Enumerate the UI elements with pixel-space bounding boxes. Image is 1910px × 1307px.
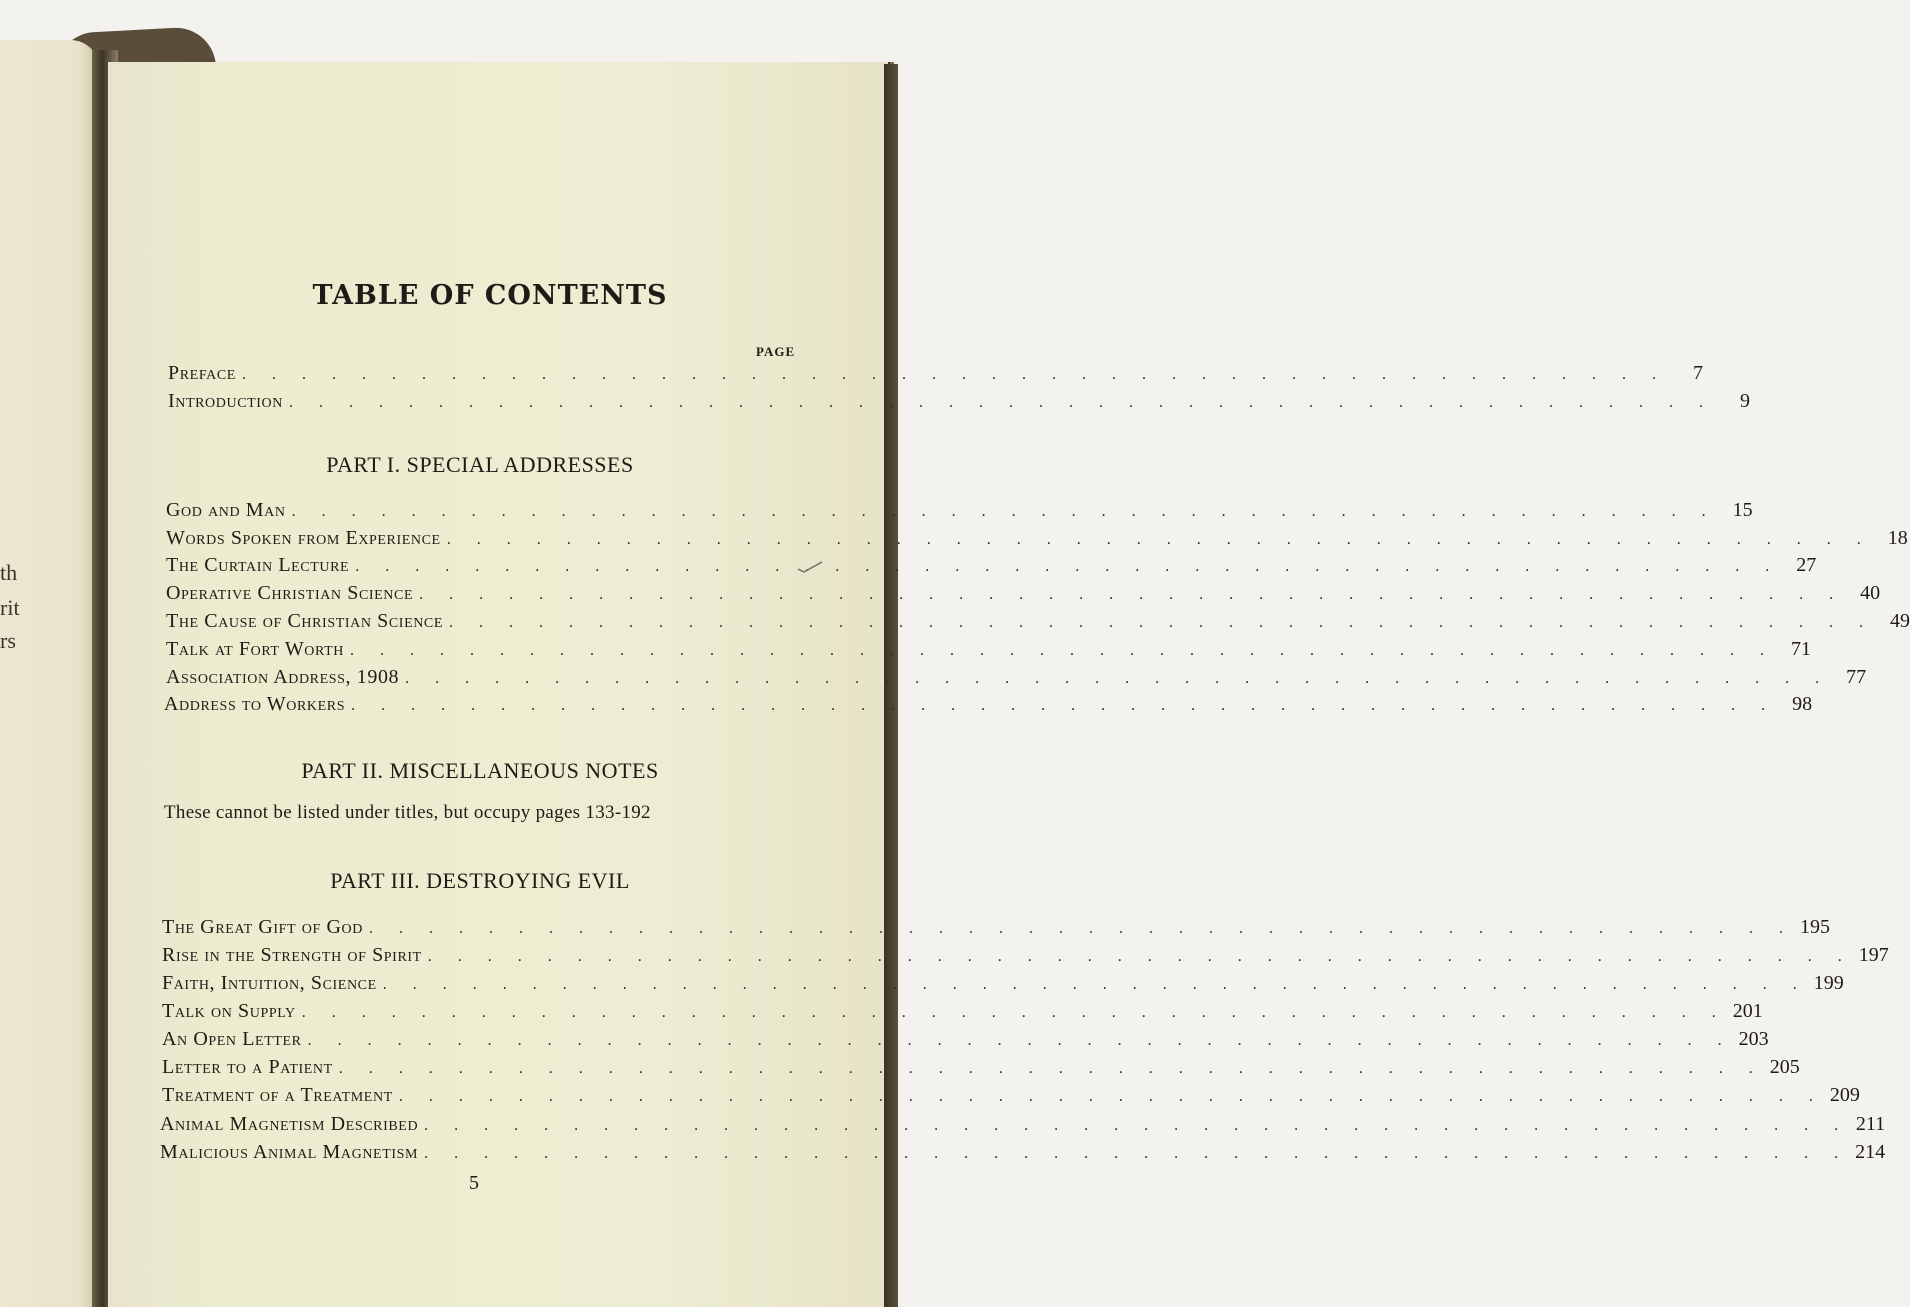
- toc-row: [162, 1028, 1769, 1051]
- toc-label: An Open Letter: [162, 1028, 302, 1050]
- toc-page-number: 211: [1855, 1113, 1886, 1135]
- leader-dots: . . . . . . . . . . . . . . . . . . . . . . . . . . . . . . . . . . . . . . . . . . . . . . . .: [427, 948, 1853, 965]
- toc-label: Preface: [168, 362, 236, 384]
- leader-dots: . . . . . . . . . . . . . . . . . . . . . . . . . . . . . . . . . . . . . . . . . . . . . . . .: [368, 920, 1794, 937]
- toc-row: [162, 1084, 1860, 1107]
- leader-dots: . . . . . . . . . . . . . . . . . . . . . . . . . . . . . . . . . . . . . . . . . . . . . . . .: [241, 366, 1667, 383]
- toc-label: God and Man: [166, 499, 286, 521]
- toc-label: Faith, Intuition, Science: [162, 972, 377, 994]
- toc-row-introduction: [168, 390, 1750, 413]
- leader-dots: . . . . . . . . . . . . . . . . . . . . . . . . . . . . . . . . . . . . . . . . . . . . . . . .: [338, 1060, 1764, 1077]
- toc-label: Words Spoken from Experience: [166, 527, 441, 549]
- section-heading-part2: PART II. MISCELLANEOUS NOTES: [301, 758, 659, 783]
- toc-row: [166, 582, 1881, 605]
- leader-dots: . . . . . . . . . . . . . . . . . . . . . . . . . . . . . . . . . . . . . . . . . . . . . . . .: [382, 976, 1808, 993]
- left-facing-page: [0, 40, 100, 1307]
- toc-label: Address to Workers: [164, 693, 346, 715]
- toc-page-number: 201: [1732, 1000, 1763, 1022]
- toc-row: [164, 693, 1813, 716]
- part2-note: These cannot be listed under titles, but occupy pages 133-192: [164, 802, 651, 823]
- toc-label: Letter to a Patient: [162, 1056, 333, 1078]
- toc-row: [160, 1141, 1886, 1164]
- leader-dots: . . . . . . . . . . . . . . . . . . . . . . . . . . . . . . . . . . . . . . . . . . . . . . . .: [424, 1117, 1850, 1134]
- toc-row: [162, 944, 1889, 967]
- toc-row: [160, 1113, 1886, 1136]
- toc-row: [166, 554, 1817, 577]
- leader-dots: . . . . . . . . . . . . . . . . . . . . . . . . . . . . . . . . . . . . . . . . . . . . . . . .: [301, 1004, 1727, 1021]
- section-heading-part3: PART III. DESTROYING EVIL: [330, 868, 630, 893]
- toc-row: [162, 972, 1844, 995]
- toc-row: [166, 666, 1867, 689]
- toc-page-number: 199: [1813, 972, 1844, 994]
- leader-dots: . . . . . . . . . . . . . . . . . . . . . . . . . . . . . . . . . . . . . . . . . . . . . . . .: [291, 503, 1717, 520]
- toc-page-number: 209: [1829, 1084, 1860, 1106]
- leader-dots: . . . . . . . . . . . . . . . . . . . . . . . . . . . . . . . . . . . . . . . . . . . . . . . .: [424, 1145, 1850, 1162]
- toc-page-number: 203: [1738, 1028, 1769, 1050]
- toc-label: Animal Magnetism Described: [160, 1113, 419, 1135]
- toc-label: Introduction: [168, 390, 283, 412]
- toc-row: [162, 1056, 1800, 1079]
- left-page-fragment: rs: [0, 628, 16, 653]
- toc-label: Rise in the Strength of Spirit: [162, 944, 422, 966]
- leader-dots: . . . . . . . . . . . . . . . . . . . . . . . . . . . . . . . . . . . . . . . . . . . . . . . .: [288, 394, 1714, 411]
- toc-row-preface: [168, 362, 1703, 385]
- leader-dots: . . . . . . . . . . . . . . . . . . . . . . . . . . . . . . . . . . . . . . . . . . . . . . . .: [351, 697, 1777, 714]
- toc-page-number: 49: [1890, 610, 1910, 632]
- toc-page-number: 214: [1855, 1141, 1886, 1163]
- section-heading-part1: PART I. SPECIAL ADDRESSES: [326, 452, 634, 477]
- leader-dots: . . . . . . . . . . . . . . . . . . . . . . . . . . . . . . . . . . . . . . . . . . . . . . . .: [307, 1032, 1733, 1049]
- toc-page-number: 7: [1692, 362, 1703, 384]
- toc-row: [166, 499, 1753, 522]
- leader-dots: . . . . . . . . . . . . . . . . . . . . . . . . . . . . . . . . . . . . . . . . . . . . . . . .: [419, 586, 1845, 603]
- left-page-fragment: th: [0, 560, 18, 585]
- toc-label: The Cause of Christian Science: [166, 610, 444, 632]
- toc-page-number: 205: [1769, 1056, 1800, 1078]
- page-title: TABLE OF CONTENTS: [312, 280, 668, 311]
- toc-page-number: 195: [1799, 916, 1830, 938]
- toc-page-number: 9: [1739, 390, 1750, 412]
- left-page-fragment: rit: [0, 595, 20, 620]
- toc-page-number: 15: [1732, 499, 1753, 521]
- toc-label: Malicious Animal Magnetism: [160, 1141, 419, 1163]
- toc-row: [162, 1000, 1763, 1023]
- toc-page-number: 18: [1887, 527, 1908, 549]
- toc-row: [166, 610, 1910, 633]
- toc-label: Talk at Fort Worth: [166, 638, 344, 660]
- toc-label: The Curtain Lecture: [166, 554, 350, 576]
- toc-page-number: 77: [1846, 666, 1867, 688]
- toc-label: Talk on Supply: [162, 1000, 296, 1022]
- toc-page-number: 98: [1792, 693, 1813, 715]
- toc-page-number: 27: [1796, 554, 1817, 576]
- toc-page-number: 40: [1860, 582, 1881, 604]
- leader-dots: . . . . . . . . . . . . . . . . . . . . . . . . . . . . . . . . . . . . . . . . . . . . . . . .: [349, 642, 1775, 659]
- toc-page-number: 197: [1858, 944, 1889, 966]
- toc-label: The Great Gift of God: [162, 916, 363, 938]
- page-column-header: PAGE: [756, 344, 796, 359]
- toc-row: [166, 638, 1811, 661]
- toc-label: Treatment of a Treatment: [162, 1084, 393, 1106]
- leader-dots: . . . . . . . . . . . . . . . . . . . . . . . . . . . . . . . . . . . . . . . . . . . . . . . .: [446, 531, 1872, 548]
- toc-label: Association Address, 1908: [166, 666, 400, 688]
- leader-dots: . . . . . . . . . . . . . . . . . . . . . . . . . . . . . . . . . . . . . . . . . . . . . . . .: [355, 558, 1781, 575]
- leader-dots: . . . . . . . . . . . . . . . . . . . . . . . . . . . . . . . . . . . . . . . . . . . . . . . .: [405, 670, 1831, 687]
- page-number-folio: 5: [469, 1172, 479, 1194]
- leader-dots: . . . . . . . . . . . . . . . . . . . . . . . . . . . . . . . . . . . . . . . . . . . . . . . .: [398, 1088, 1824, 1105]
- toc-row: [162, 916, 1830, 939]
- pencil-checkmark-icon: [796, 560, 824, 574]
- toc-label: Operative Christian Science: [166, 582, 414, 604]
- toc-row: [166, 527, 1908, 550]
- leader-dots: . . . . . . . . . . . . . . . . . . . . . . . . . . . . . . . . . . . . . . . . . . . . . . . .: [449, 614, 1875, 631]
- toc-page-number: 71: [1790, 638, 1811, 660]
